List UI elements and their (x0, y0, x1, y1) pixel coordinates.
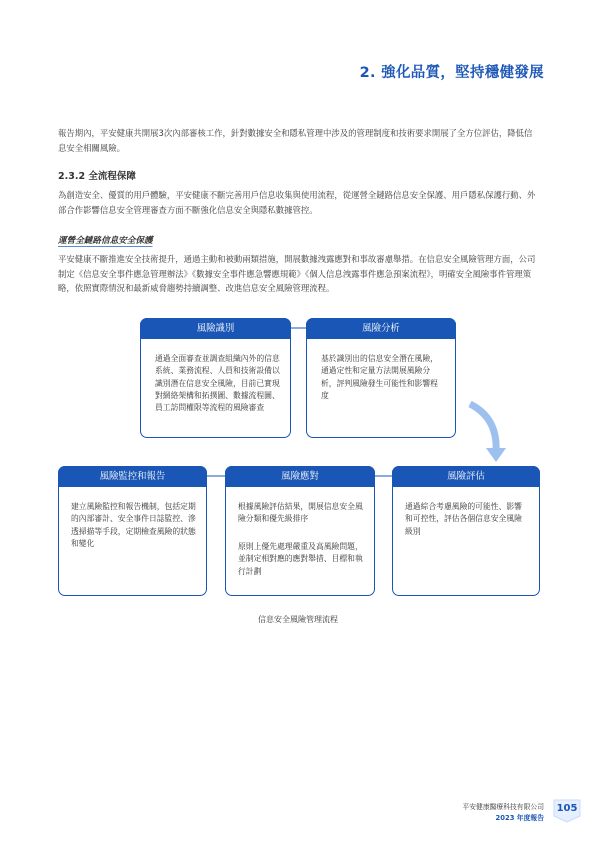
heading-2-3-2: 2.3.2 全流程保障 (58, 171, 136, 182)
ops-paragraph: 平安健康不斷推進安全技術提升，通過主動和被動兩類措施，開展數據洩露應對和事故審慮舉措。在信息安全風險管理方面，公司制定《信息安全事件應急管理辦法》《數據安全事件應急響應規範》《個人信息洩露事件應急預案流程》，明確安全風險事件管理策略，依照實際情況和最新威脅趨勢持續調整、改進信息安全風險管理流程。 (58, 254, 536, 293)
monitor-title: 風險監控和報告 (58, 466, 207, 487)
identify-title: 風險識別 (140, 318, 291, 339)
footer-company: 平安健康醫療科技有限公司 (462, 803, 544, 811)
monitor-text: 建立風險監控和報告機制，包括定期的內部審計、安全事件日誌監控、滲透掃描等手段，定期檢查風險的狀態和變化 (71, 502, 196, 548)
flow-arrowhead-icon (486, 448, 506, 462)
identify-box (140, 318, 291, 438)
page-number-text: 105 (556, 803, 578, 814)
evaluate-text: 通過綜合考慮風險的可能性、影響和可控性，評估各個信息安全風險級別 (405, 502, 522, 536)
intro-paragraph: 報告期內，平安健康共開展3次內部審核工作，針對數據安全和隱私管理中涉及的管理制度和技術要求開展了全方位評估，降低信息安全相關風險。 (58, 128, 533, 153)
evaluate-title: 風險評估 (392, 466, 540, 487)
respond-text-2: 原則上優先處理嚴重及高風險問題，並制定相對應的應對舉措、目標和執行計劃 (238, 542, 363, 576)
analyze-box (306, 318, 456, 438)
page-number (550, 798, 584, 824)
section-title: 2. 強化品質，堅持穩健發展 (359, 65, 544, 81)
analyze-title: 風險分析 (306, 318, 456, 339)
respond-text-1: 根據風險評估結果，開展信息安全風險分類和優先級排序 (238, 502, 363, 524)
identify-text: 通過全面審查並調查組織內外的信息系統、業務流程、人員和技術設備以識別潛在信息安全風險，目前已實現對網絡架構和拓撲圖、數據流程圖、員工訪問權限等流程的風險審查 (155, 354, 280, 413)
respond-box (225, 466, 375, 596)
ops-subheading: 運營全鏈路信息安全保護 (58, 236, 153, 246)
footer-report-title: 2023 年度報告 (495, 814, 544, 822)
evaluate-box (392, 466, 540, 596)
respond-title: 風險應對 (225, 466, 375, 487)
flow-arrow-icon (470, 404, 496, 452)
full-process-paragraph: 為創造安全、優質的用戶體驗，平安健康不斷完善用戶信息收集與使用流程，從運營全鏈路信息安全保護、用戶隱私保護行動、外部合作影響信息安全管理審查方面不斷強化信息安全與隱私數據管控。 (58, 190, 536, 215)
flowchart-caption: 信息安全風險管理流程 (258, 615, 338, 624)
monitor-box (58, 466, 207, 596)
analyze-text: 基於識別出的信息安全潛在風險，通過定性和定量方法開展風險分析，評判風險發生可能性和影響程度 (321, 354, 438, 400)
